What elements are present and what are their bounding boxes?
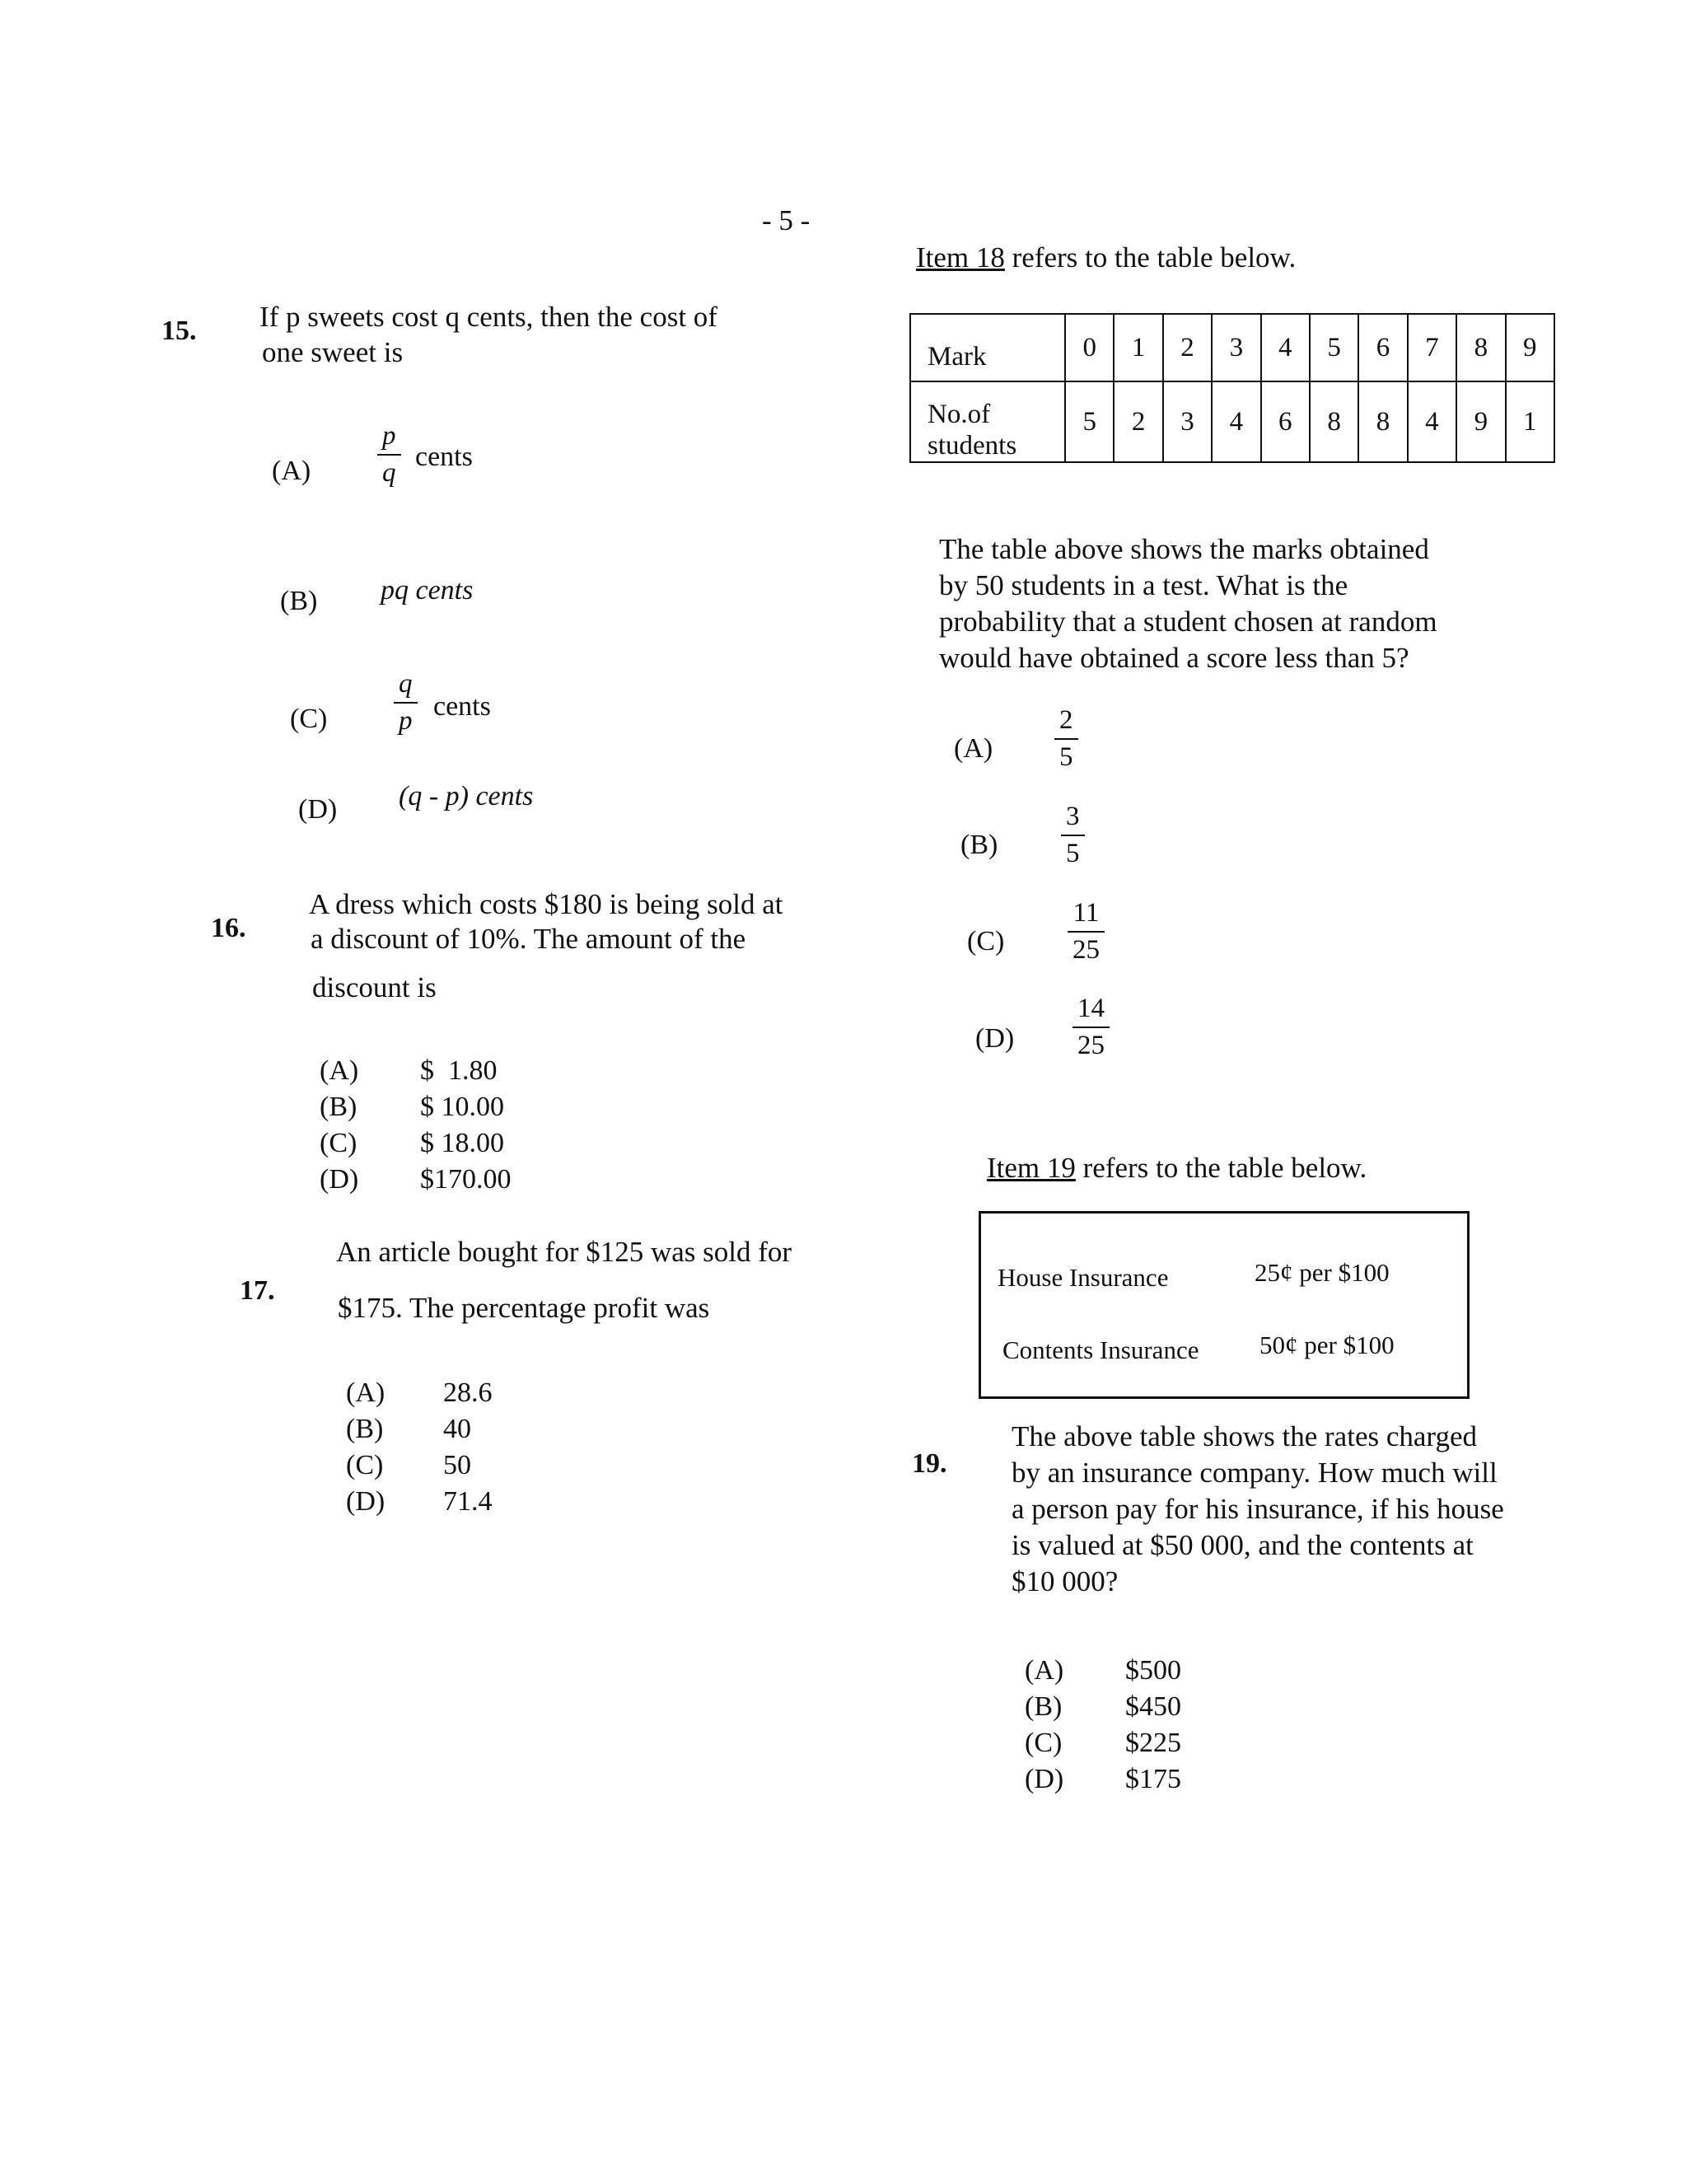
q15-option-b-text: pq cents: [381, 575, 474, 606]
q19-option-c: [1025, 1725, 1181, 1761]
students-row-header-line1: No.of: [928, 400, 991, 429]
q18-c-denominator: 25: [1072, 935, 1100, 965]
mark-cell: 0: [1065, 314, 1114, 381]
q16-option-c-value: $ 18.00: [420, 1128, 504, 1158]
item-19-intro-suffix: refers to the table below.: [1075, 1152, 1367, 1184]
q17-option-a-label: (A): [346, 1377, 386, 1408]
student-count-cell: 1: [1506, 381, 1554, 462]
marks-table: [909, 313, 1555, 463]
q15-option-b-label: (B): [280, 586, 318, 616]
question-19-stem-line2: by an insurance company. How much will: [1012, 1457, 1498, 1489]
q15-option-d-label: (D): [298, 794, 338, 825]
q18-option-c-fraction: [1068, 900, 1105, 964]
item-18-stem: [939, 531, 1437, 676]
question-19-number: 19.: [912, 1448, 947, 1479]
q19-option-d-label: (D): [1025, 1764, 1064, 1794]
mark-cell: 2: [1163, 314, 1212, 381]
question-19-stem: [1012, 1419, 1504, 1600]
mark-cell: 4: [1261, 314, 1310, 381]
q17-option-b: [346, 1411, 493, 1447]
q17-option-a-value: 28.6: [443, 1377, 493, 1408]
question-17-number: 17.: [240, 1275, 275, 1306]
question-17-stem-line1: An article bought for $125 was sold for: [336, 1236, 792, 1268]
q19-option-a: [1025, 1653, 1181, 1689]
student-count-cell: 9: [1456, 381, 1505, 462]
item-19-intro-prefix: Item 19: [987, 1152, 1076, 1184]
q19-option-a-label: (A): [1025, 1655, 1064, 1686]
q16-option-d-value: $170.00: [420, 1164, 512, 1195]
item-18-intro-prefix: Item 18: [916, 241, 1005, 274]
students-row-header: [910, 381, 1065, 462]
q18-b-denominator: 5: [1066, 839, 1080, 868]
q19-option-d-value: $175: [1125, 1764, 1181, 1794]
marks-row: [910, 314, 1554, 381]
q15-option-c-label: (C): [290, 704, 328, 734]
mark-cell: 7: [1408, 314, 1456, 381]
student-count-cell: 5: [1065, 381, 1114, 462]
mark-cell: 6: [1358, 314, 1407, 381]
q18-a-denominator: 5: [1059, 742, 1073, 772]
q15-option-a-text: cents: [415, 442, 473, 472]
insurance-rates-table: [979, 1211, 1470, 1399]
q15-c-numerator: q: [399, 669, 413, 699]
q18-b-numerator: 3: [1066, 802, 1080, 831]
students-row-header-line2: students: [928, 431, 1017, 461]
q18-d-denominator: 25: [1077, 1031, 1105, 1060]
question-16-stem-line2: a discount of 10%. The amount of the: [311, 923, 746, 955]
q17-option-c-label: (C): [346, 1450, 384, 1480]
q16-option-d-label: (D): [320, 1164, 359, 1195]
question-19-stem-line5: $10 000?: [1012, 1565, 1119, 1597]
question-16-stem-line3: discount is: [312, 971, 437, 1003]
mark-cell: 8: [1456, 314, 1505, 381]
q16-option-b-value: $ 10.00: [420, 1092, 504, 1122]
q17-option-a: [346, 1375, 493, 1411]
q18-option-a-label: (A): [954, 733, 993, 764]
q18-option-d-fraction: [1072, 995, 1110, 1059]
q17-option-c: [346, 1447, 493, 1484]
q15-option-c-text: cents: [433, 691, 491, 722]
marks-row-header: Mark: [910, 314, 1065, 381]
q15-a-numerator: p: [382, 421, 396, 451]
item-18-intro-suffix: refers to the table below.: [1004, 241, 1297, 274]
item-18-stem-line3: probability that a student chosen at random: [939, 606, 1437, 638]
q15-option-a-label: (A): [272, 456, 311, 486]
student-count-cell: 6: [1261, 381, 1310, 462]
question-16-number: 16.: [211, 913, 246, 943]
q19-option-c-value: $225: [1125, 1728, 1181, 1758]
q16-option-c-label: (C): [320, 1128, 357, 1158]
q17-option-b-value: 40: [443, 1414, 471, 1444]
student-count-cell: 3: [1163, 381, 1212, 462]
q19-option-d: [1025, 1761, 1181, 1798]
q17-option-d: [346, 1484, 493, 1520]
question-15-stem-line1: If p sweets cost q cents, then the cost of: [259, 301, 717, 333]
q16-option-b-label: (B): [320, 1092, 357, 1122]
house-insurance-label: House Insurance: [998, 1263, 1169, 1292]
q18-option-b-label: (B): [960, 830, 998, 860]
q16-option-b: [320, 1089, 512, 1125]
question-15-number: 15.: [161, 316, 197, 346]
q18-d-numerator: 14: [1077, 994, 1105, 1023]
q16-option-a-label: (A): [320, 1055, 359, 1086]
q17-option-c-value: 50: [443, 1450, 471, 1480]
item-18-stem-line4: would have obtained a score less than 5?: [939, 642, 1409, 674]
question-15-stem-line2: one sweet is: [262, 336, 404, 368]
q19-option-a-value: $500: [1125, 1655, 1181, 1686]
q16-option-a: [320, 1053, 512, 1089]
q19-options: [1025, 1653, 1181, 1798]
students-row: [910, 381, 1554, 462]
q17-option-d-label: (D): [346, 1486, 386, 1517]
item-19-intro: [987, 1152, 1367, 1185]
mark-cell: 9: [1506, 314, 1554, 381]
contents-insurance-label: Contents Insurance: [1002, 1335, 1199, 1364]
question-16-stem-line1: A dress which costs $180 is being sold at: [309, 888, 783, 920]
page-number: - 5 -: [762, 204, 811, 236]
q15-a-denominator: q: [382, 458, 396, 488]
student-count-cell: 2: [1114, 381, 1162, 462]
q15-option-c-fraction: [394, 671, 418, 735]
item-18-stem-line1: The table above shows the marks obtained: [939, 533, 1429, 565]
q16-option-a-value: $ 1.80: [420, 1055, 498, 1086]
question-19-stem-line3: a person pay for his insurance, if his house: [1012, 1493, 1504, 1525]
mark-cell: 1: [1114, 314, 1162, 381]
q18-option-a-fraction: [1054, 707, 1078, 771]
q16-options: [320, 1053, 512, 1198]
q18-option-d-label: (D): [975, 1023, 1015, 1054]
q16-option-c: [320, 1125, 512, 1162]
q17-option-d-value: 71.4: [443, 1486, 493, 1517]
student-count-cell: 4: [1408, 381, 1456, 462]
q18-c-numerator: 11: [1072, 898, 1100, 928]
contents-insurance-rate: 50¢ per $100: [1259, 1331, 1395, 1359]
item-18-stem-line2: by 50 students in a test. What is the: [939, 569, 1348, 601]
mark-cell: 5: [1310, 314, 1358, 381]
question-17-stem-line2: $175. The percentage profit was: [338, 1292, 710, 1324]
student-count-cell: 4: [1212, 381, 1260, 462]
student-count-cell: 8: [1310, 381, 1358, 462]
q19-option-b: [1025, 1689, 1181, 1725]
q18-option-c-label: (C): [967, 926, 1005, 956]
q18-option-b-fraction: [1061, 803, 1085, 868]
q19-option-c-label: (C): [1025, 1728, 1063, 1758]
q17-option-b-label: (B): [346, 1414, 384, 1444]
q19-option-b-value: $450: [1125, 1691, 1181, 1722]
q15-option-d-text: (q - p) cents: [399, 781, 534, 811]
q15-option-a-fraction: [377, 423, 401, 487]
q19-option-b-label: (B): [1025, 1691, 1063, 1722]
mark-cell: 3: [1212, 314, 1260, 381]
question-19-stem-line1: The above table shows the rates charged: [1012, 1420, 1477, 1452]
q18-a-numerator: 2: [1059, 705, 1073, 735]
q17-options: [346, 1375, 493, 1520]
student-count-cell: 8: [1358, 381, 1407, 462]
house-insurance-rate: 25¢ per $100: [1255, 1258, 1390, 1287]
q16-option-d: [320, 1162, 512, 1198]
question-19-stem-line4: is valued at $50 000, and the contents at: [1012, 1529, 1474, 1561]
q15-c-denominator: p: [399, 706, 413, 736]
item-18-intro: [916, 241, 1296, 274]
